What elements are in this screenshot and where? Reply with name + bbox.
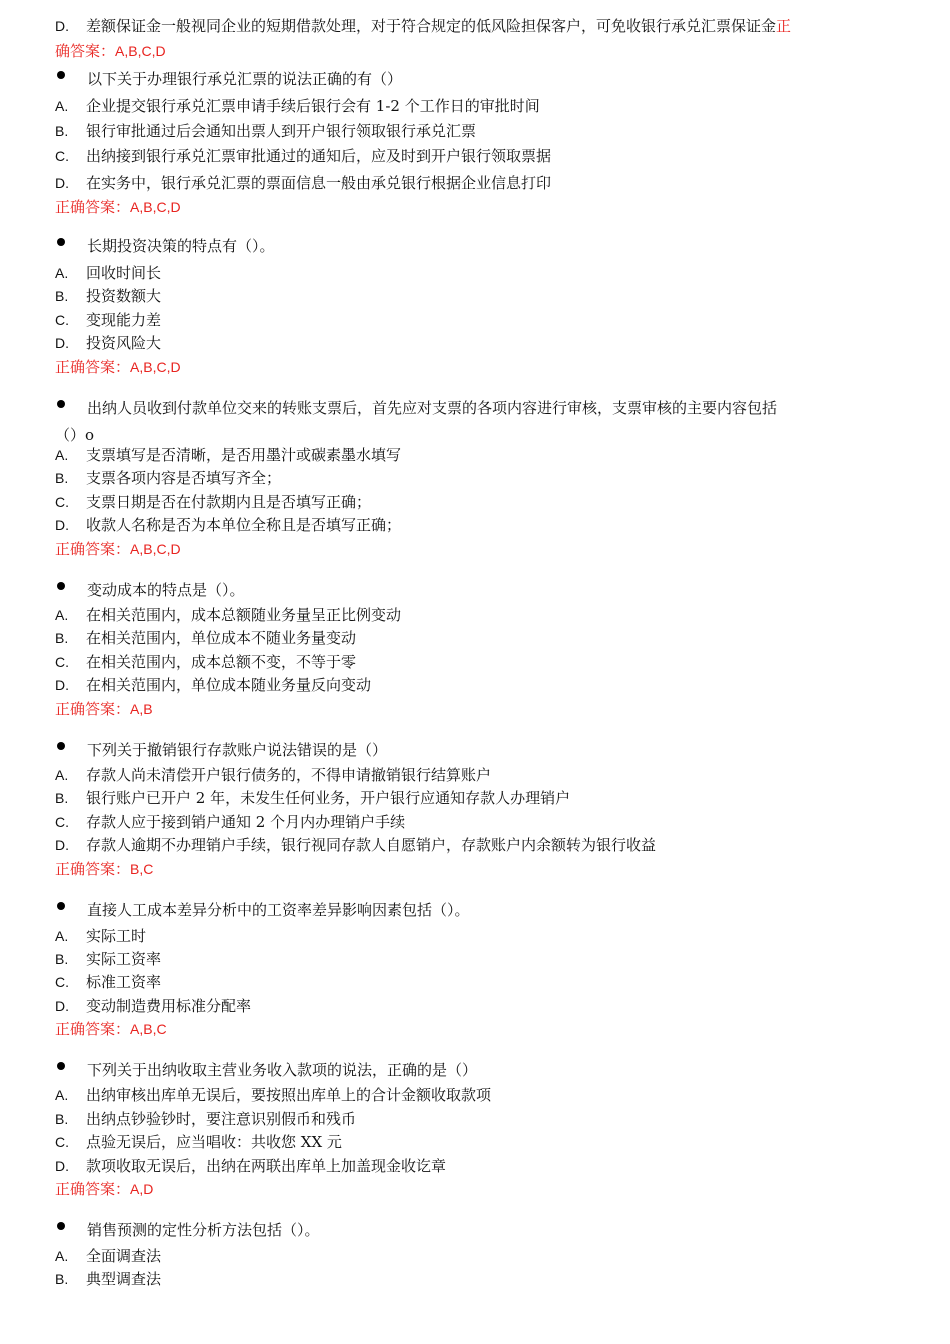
- option-letter: A.: [55, 98, 69, 114]
- option-letter: A.: [55, 767, 69, 783]
- answer-label: 正确答案：: [55, 700, 131, 718]
- option-text: 在相关范围内，单位成本随业务量反向变动: [86, 676, 372, 694]
- bullet-icon: [57, 582, 65, 590]
- option-letter: B.: [55, 630, 69, 646]
- question-stem: 下列关于出纳收取主营业务收入款项的说法，正确的是（）: [87, 1061, 478, 1079]
- option-letter: C.: [55, 312, 69, 328]
- option-text: 存款人应于接到销户通知 2 个月内办理销户手续: [86, 813, 406, 831]
- option-text: 在相关范围内，单位成本不随业务量变动: [86, 629, 357, 647]
- answer-line: [55, 41, 166, 61]
- answer-value: A,D: [130, 1181, 154, 1197]
- option-letter: A.: [55, 265, 69, 281]
- option-text: 在相关范围内，成本总额不变，不等于零: [86, 653, 357, 671]
- option-a: [55, 605, 401, 625]
- answer-line: [55, 1019, 167, 1039]
- option-text: 投资风险大: [86, 334, 162, 352]
- answer-line: [55, 1179, 153, 1199]
- answer-line: [55, 539, 181, 559]
- answer-label: 正确答案：: [55, 540, 131, 558]
- option-letter: D.: [55, 335, 69, 351]
- option-text: 银行审批通过后会通知出票人到开户银行领取银行承兑汇票: [86, 122, 477, 140]
- option-d: [55, 173, 551, 193]
- option-d: [55, 515, 401, 535]
- option-b: [55, 286, 161, 306]
- option-letter: C.: [55, 1134, 69, 1150]
- answer-value: B,C: [130, 861, 154, 877]
- answer-value: A,B,C,D: [130, 359, 181, 375]
- option-text: 出纳点钞验钞时，要注意识别假币和残币: [86, 1110, 357, 1128]
- option-text: 支票各项内容是否填写齐全；: [86, 469, 282, 487]
- option-b: [55, 1269, 161, 1289]
- option-text: 典型调查法: [86, 1270, 162, 1288]
- option-text: 变动制造费用标准分配率: [86, 997, 252, 1015]
- answer-value: A,B,C,D: [130, 541, 181, 557]
- option-d: [55, 675, 371, 695]
- question-stem: 销售预测的定性分析方法包括（）。: [87, 1221, 320, 1239]
- answer-value: A,B,C: [130, 1021, 167, 1037]
- option-b: [55, 788, 570, 808]
- question-stem: 直接人工成本差异分析中的工资率差异影响因素包括（）。: [87, 901, 470, 919]
- answer-label: 正确答案：: [55, 860, 131, 878]
- option-text: 支票填写是否清晰，是否用墨汁或碳素墨水填写: [86, 446, 402, 464]
- option-letter: A.: [55, 447, 69, 463]
- answer-label: 确答案：: [55, 42, 116, 60]
- option-text: 存款人尚未清偿开户银行债务的，不得申请撤销银行结算账户: [86, 766, 492, 784]
- option-d: [55, 835, 656, 855]
- question-stem-continued: （）o: [55, 426, 95, 444]
- option-letter: D.: [55, 837, 69, 853]
- answer-line: [55, 197, 181, 217]
- bullet-icon: [57, 71, 65, 79]
- option-letter: D.: [55, 175, 69, 191]
- answer-label: 正确答案：: [55, 1020, 131, 1038]
- option-letter: B.: [55, 951, 69, 967]
- option-letter: D.: [55, 18, 69, 34]
- question-stem: 出纳人员收到付款单位交来的转账支票后，首先应对支票的各项内容进行审核，支票审核的主要内容包括: [87, 399, 778, 417]
- option-letter: B.: [55, 790, 69, 806]
- option-text: 实际工资率: [86, 950, 162, 968]
- answer-line: [55, 859, 153, 879]
- option-text: 支票日期是否在付款期内且是否填写正确；: [86, 493, 372, 511]
- option-letter: D.: [55, 998, 69, 1014]
- option-a: [55, 263, 161, 283]
- option-a: [55, 1246, 161, 1266]
- answer-label: 正确答案：: [55, 358, 131, 376]
- option-text: 投资数额大: [86, 287, 162, 305]
- option-text: 差额保证金一般视同企业的短期借款处理，对于符合规定的低风险担保客户，可免收银行承兑汇票保证金: [86, 17, 777, 35]
- option-letter: D.: [55, 677, 69, 693]
- option-text: 点验无误后，应当唱收：共收您 XX 元: [86, 1133, 342, 1151]
- answer-label: 正: [776, 17, 792, 35]
- option-c: [55, 812, 405, 832]
- option-text: 收款人名称是否为本单位全称且是否填写正确；: [86, 516, 402, 534]
- answer-line: [55, 357, 181, 377]
- option-letter: B.: [55, 123, 69, 139]
- option-letter: C.: [55, 148, 69, 164]
- option-c: [55, 492, 371, 512]
- option-letter: C.: [55, 494, 69, 510]
- question-stem: 变动成本的特点是（）。: [87, 581, 245, 599]
- option-text: 回收时间长: [86, 264, 162, 282]
- option-text: 款项收取无误后，出纳在两联出库单上加盖现金收讫章: [86, 1157, 447, 1175]
- bullet-icon: [57, 400, 65, 408]
- option-letter: C.: [55, 814, 69, 830]
- option-d: [55, 16, 791, 36]
- answer-line: [55, 699, 153, 719]
- bullet-icon: [57, 238, 65, 246]
- option-c: [55, 652, 356, 672]
- option-letter: B.: [55, 470, 69, 486]
- option-a: [55, 96, 540, 116]
- question-stem: 下列关于撤销银行存款账户说法错误的是（）: [87, 741, 388, 759]
- option-letter: A.: [55, 928, 69, 944]
- option-letter: B.: [55, 1111, 69, 1127]
- option-c: [55, 310, 161, 330]
- option-text: 全面调查法: [86, 1247, 162, 1265]
- bullet-icon: [57, 1222, 65, 1230]
- option-d: [55, 333, 161, 353]
- question-stem: 以下关于办理银行承兑汇票的说法正确的有（）: [87, 70, 403, 88]
- bullet-icon: [57, 742, 65, 750]
- bullet-icon: [57, 902, 65, 910]
- option-d: [55, 1156, 446, 1176]
- option-text: 出纳接到银行承兑汇票审批通过的通知后，应及时到开户银行领取票据: [86, 147, 552, 165]
- option-letter: A.: [55, 1248, 69, 1264]
- option-text: 在相关范围内，成本总额随业务量呈正比例变动: [86, 606, 402, 624]
- option-text: 出纳审核出库单无误后，要按照出库单上的合计金额收取款项: [86, 1086, 492, 1104]
- option-letter: B.: [55, 1271, 69, 1287]
- option-text: 银行账户已开户 2 年，未发生任何业务，开户银行应通知存款人办理销户: [86, 789, 571, 807]
- option-a: [55, 445, 401, 465]
- option-letter: C.: [55, 974, 69, 990]
- answer-value: A,B,C,D: [130, 199, 181, 215]
- option-b: [55, 468, 281, 488]
- question-stem: 长期投资决策的特点有（）。: [87, 237, 275, 255]
- option-letter: B.: [55, 288, 69, 304]
- option-text: 标准工资率: [86, 973, 162, 991]
- option-letter: D.: [55, 1158, 69, 1174]
- option-c: [55, 972, 161, 992]
- option-letter: C.: [55, 654, 69, 670]
- option-text: 存款人逾期不办理销户手续，银行视同存款人自愿销户，存款账户内余额转为银行收益: [86, 836, 657, 854]
- option-b: [55, 1109, 356, 1129]
- option-d: [55, 996, 251, 1016]
- option-a: [55, 926, 146, 946]
- option-c: [55, 146, 551, 166]
- option-letter: D.: [55, 517, 69, 533]
- option-a: [55, 765, 491, 785]
- answer-label: 正确答案：: [55, 198, 131, 216]
- option-text: 变现能力差: [86, 311, 162, 329]
- answer-label: 正确答案：: [55, 1180, 131, 1198]
- option-letter: A.: [55, 607, 69, 623]
- option-text: 在实务中，银行承兑汇票的票面信息一般由承兑银行根据企业信息打印: [86, 174, 552, 192]
- option-text: 企业提交银行承兑汇票申请手续后银行会有 1-2 个工作日的审批时间: [86, 97, 540, 115]
- option-c: [55, 1132, 342, 1152]
- option-text: 实际工时: [86, 927, 147, 945]
- option-b: [55, 949, 161, 969]
- option-letter: A.: [55, 1087, 69, 1103]
- bullet-icon: [57, 1062, 65, 1070]
- option-a: [55, 1085, 491, 1105]
- option-b: [55, 121, 476, 141]
- answer-value: A,B: [130, 701, 153, 717]
- option-b: [55, 628, 356, 648]
- answer-value: A,B,C,D: [115, 43, 166, 59]
